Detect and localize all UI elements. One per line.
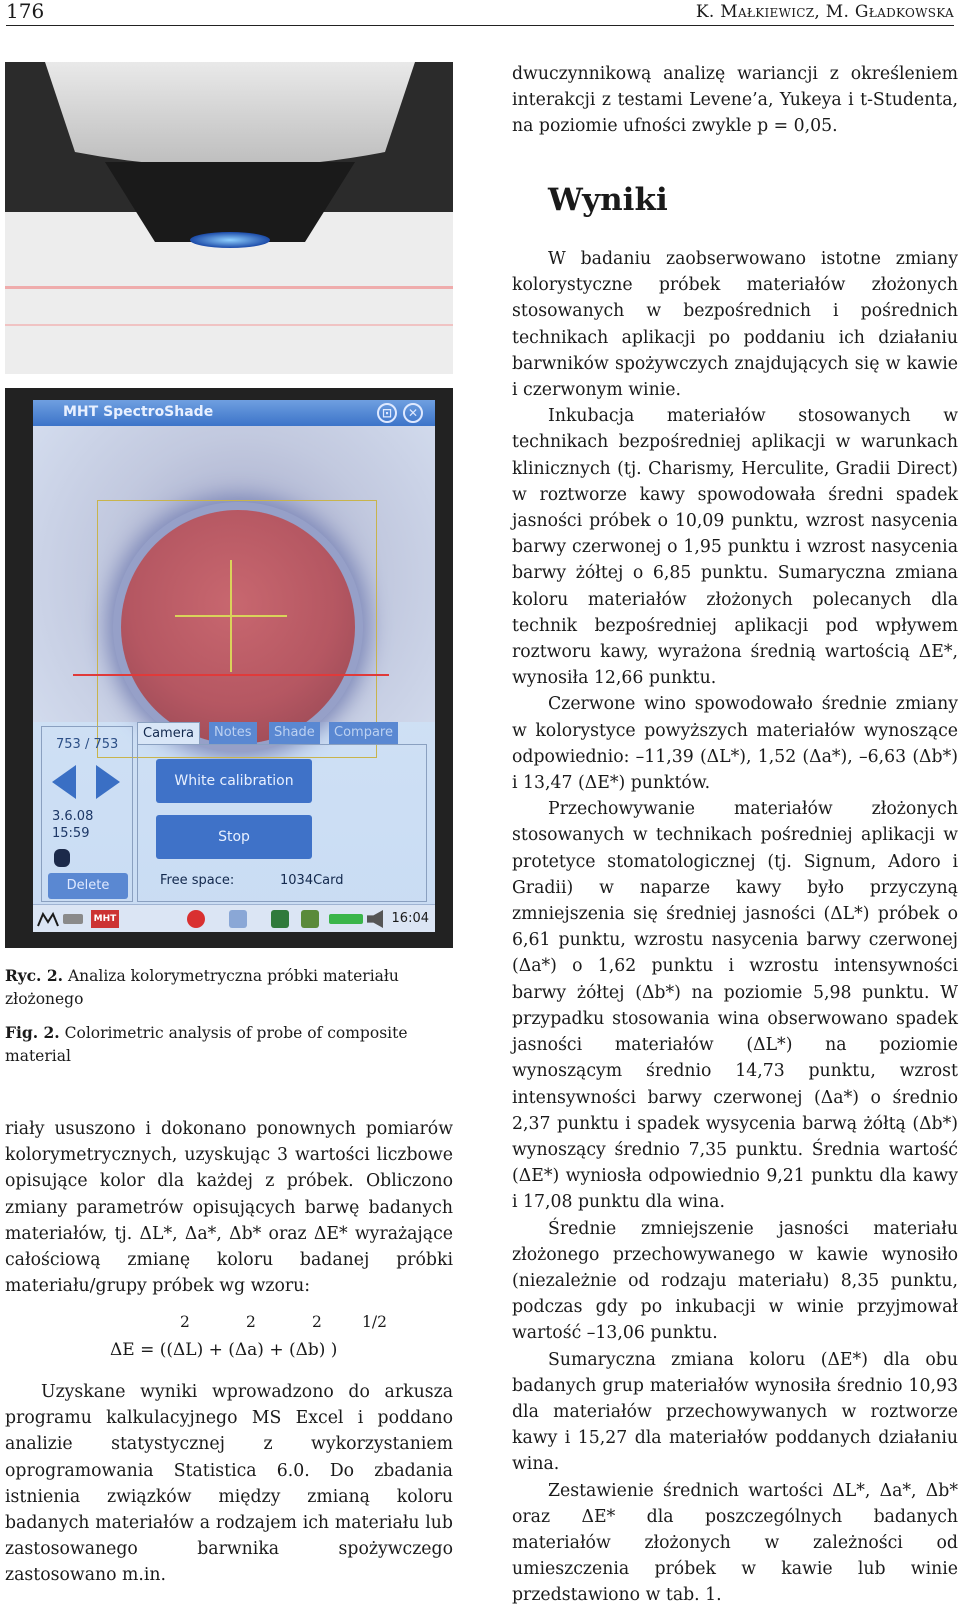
power-icon[interactable]	[187, 910, 205, 928]
next-arrow-icon[interactable]	[96, 765, 120, 799]
paragraph: Inkubacja materiałów stosowanych w technikach bezpośredniej aplikacji w warunkach klinicznych (tj. Charismy, Herculite, Gradii Direct) w roztworze kawy spowodowała średni spadek jasności próbek o 10,09 punktu, wzrost nasycenia barwy czerwonej o 1,95 punktu i wzrost nasycenia barwy żółtej o 6,85 punktu. Sumaryczna zmiana koloru materiałów złożonych polecanych dla technik bezpośredniej aplikacji pod wpływem roztworu kawy, wyrażona średnią wartością ΔE*, wynosiła 12,66 punktu.	[512, 406, 958, 689]
stop-button[interactable]: Stop	[156, 815, 312, 859]
free-space-value: 1034Card	[280, 873, 344, 888]
battery-icon	[329, 914, 363, 924]
tab-shade[interactable]: Shade	[269, 722, 320, 744]
tab-notes[interactable]: Notes	[209, 722, 257, 744]
image-navigator-panel	[41, 726, 133, 902]
tab-compare[interactable]: Compare	[329, 722, 398, 744]
capture-time: 15:59	[52, 826, 90, 841]
caption-en-label: Fig. 2.	[5, 1023, 60, 1042]
left-column-text-2	[5, 1379, 453, 1589]
device-screen-photo	[5, 388, 453, 948]
previous-arrow-icon[interactable]	[52, 765, 76, 799]
capture-date: 3.6.08	[52, 809, 94, 824]
crosshair-vertical	[230, 560, 232, 672]
formula-exponent: 2	[312, 1313, 322, 1331]
right-column-text	[512, 246, 958, 1609]
paragraph: Uzyskane wyniki wprowadzono do arkusza programu kalkulacyjnego MS Excel i poddano analizie statystycznej z wykorzystaniem oprogramowania Statistica 6.0. Do zbadania istnienia związków między zmianą koloru badanych materiałów a rodzajem ich materiału lub zastosowanego barwnika spożywczego zastosowano m.in.	[5, 1382, 453, 1586]
device-logo-icon	[37, 910, 59, 928]
app-titlebar	[33, 400, 435, 426]
formula-expression: ΔE = ((ΔL) + (Δa) + (Δb) )	[110, 1340, 338, 1360]
close-icon[interactable]: ✕	[403, 403, 423, 423]
paragraph: Sumaryczna zmiana koloru (ΔE*) dla obu badanych grup materiałów wynosiła średnio 10,93 dla materiałów przechowywanych w roztworze kawy i 15,27 dla materiałów poddanych działaniu wina.	[512, 1349, 958, 1475]
spectrophotometer-photo	[5, 62, 453, 374]
running-head: K. Małkiewicz, M. Gładkowska	[695, 2, 954, 22]
page-number: 176	[6, 0, 45, 23]
mht-logo: MHT	[91, 910, 119, 928]
white-calibration-button[interactable]: White calibration	[156, 759, 312, 803]
device-screen	[33, 400, 435, 932]
spectrophotometer-illustration	[5, 62, 453, 374]
archive-icon[interactable]	[301, 910, 319, 928]
paragraph: dwuczynnikową analizę wariancji z określeniem interakcji z testami Levene’a, Yukeya i t-Studenta, na poziomie ufności zwykle p = 0,05.	[512, 64, 958, 137]
formula-exponent: 2	[180, 1313, 190, 1331]
formula-exponent: 1/2	[362, 1313, 387, 1331]
paragraph: Średnie zmniejszenie jasności materiału złożonego przechowywanego w kawie wynosiło (niezależnie od rodzaju materiału) 8,35 punktu, podczas gdy po inkubacji w winie przyjmował wartość –13,06 punktu.	[512, 1218, 958, 1344]
free-space-label: Free space:	[160, 873, 235, 888]
right-column-top-text	[512, 61, 958, 140]
paragraph: Czerwone wino spowodowało średnie zmiany w kolorystyce powyższych materiałów wynoszące odpowiednio: –11,39 (ΔL*), 1,52 (Δa*), –6,63 (Δb*) i 13,47 (ΔE*) punktów.	[512, 694, 958, 794]
figure-caption-en	[5, 1021, 455, 1068]
alignment-line	[73, 674, 389, 676]
camera-viewport	[33, 426, 435, 722]
caption-pl-label: Ryc. 2.	[5, 966, 64, 985]
left-column-text	[5, 1116, 453, 1299]
caption-pl-text: Analiza kolorymetryczna próbki materiału złożonego	[5, 967, 399, 1008]
device-clock: 16:04	[391, 911, 429, 926]
paragraph: Zestawienie średnich wartości ΔL*, Δa*, Δb* oraz ΔE* dla poszczególnych badanych materiałów złożonych w zależności od umieszczenia próbek w kawie lub winie przedstawiono w tab. 1.	[512, 1480, 958, 1606]
keyboard-icon[interactable]	[63, 914, 83, 924]
section-heading-results: Wyniki	[548, 182, 668, 218]
paragraph: Przechowywanie materiałów złożonych stosowanych w technikach pośredniej aplikacji w protetyce stomatologicznej (tj. Signum, Adoro i Gradii) w naparze kawy było przyczyną zmniejszenia się średniej jasności (ΔL*) próbek o 6,61 punktu, wzrostu nasycenia barwy czerwonej (Δa*) o 1,62 punktu i wzrostu intensywności barwy żółtej (Δb*) na poziomie 5,98 punktu. W przypadku stosowania wina obserwowano spadek jasności materiałów (ΔL*) na poziomie wynoszącym średnio 14,73 punktu, wzrost intensywności barwy czerwonej (Δa*) o średnio 2,37 punktu i spadek wysycenia barwą żółtą (Δb*) wynoszący średnio 7,35 punktu. Średnia wartość (ΔE*) wyniosła odpowiednio 9,21 punktu dla kawy i 17,08 punktu dla wina.	[512, 799, 958, 1213]
formula-exponent: 2	[246, 1313, 256, 1331]
tooth-icon	[54, 849, 70, 867]
paragraph: riały ususzono i dokonano ponownych pomiarów kolorymetrycznych, uzyskując 3 wartości liczbowe opisujące kolor dla każdej z próbek. Obliczono zmiany parametrów opisujących barwę badanych materiałów, tj. ΔL*, Δa*, Δb* oraz ΔE* wyrażające całościową zmianę koloru badanej próbki materiału/grupy próbek wg wzoru:	[5, 1119, 453, 1297]
storage-icon[interactable]	[271, 910, 289, 928]
delta-e-formula	[110, 1313, 430, 1369]
tab-camera[interactable]: Camera	[137, 722, 200, 744]
camera-panel	[137, 744, 427, 902]
volume-icon[interactable]	[367, 910, 383, 928]
restore-icon[interactable]: ⊡	[377, 403, 397, 423]
page-header	[6, 0, 954, 26]
measurement-frame	[97, 500, 377, 758]
app-title: MHT SpectroShade	[63, 404, 214, 420]
device-taskbar	[33, 904, 435, 932]
caption-en-text: Colorimetric analysis of probe of composite material	[5, 1024, 408, 1065]
figure-caption-pl	[5, 964, 455, 1011]
image-counter: 753 / 753	[56, 737, 119, 752]
tools-icon[interactable]	[229, 910, 247, 928]
paragraph: W badaniu zaobserwowano istotne zmiany kolorystyczne próbek materiałów złożonych stosowanych w bezpośrednich i pośrednich technikach aplikacji po poddaniu ich działaniu barwników spożywczych znajdujących się w kawie i czerwonym winie.	[512, 249, 958, 401]
delete-button[interactable]: Delete	[48, 873, 128, 899]
